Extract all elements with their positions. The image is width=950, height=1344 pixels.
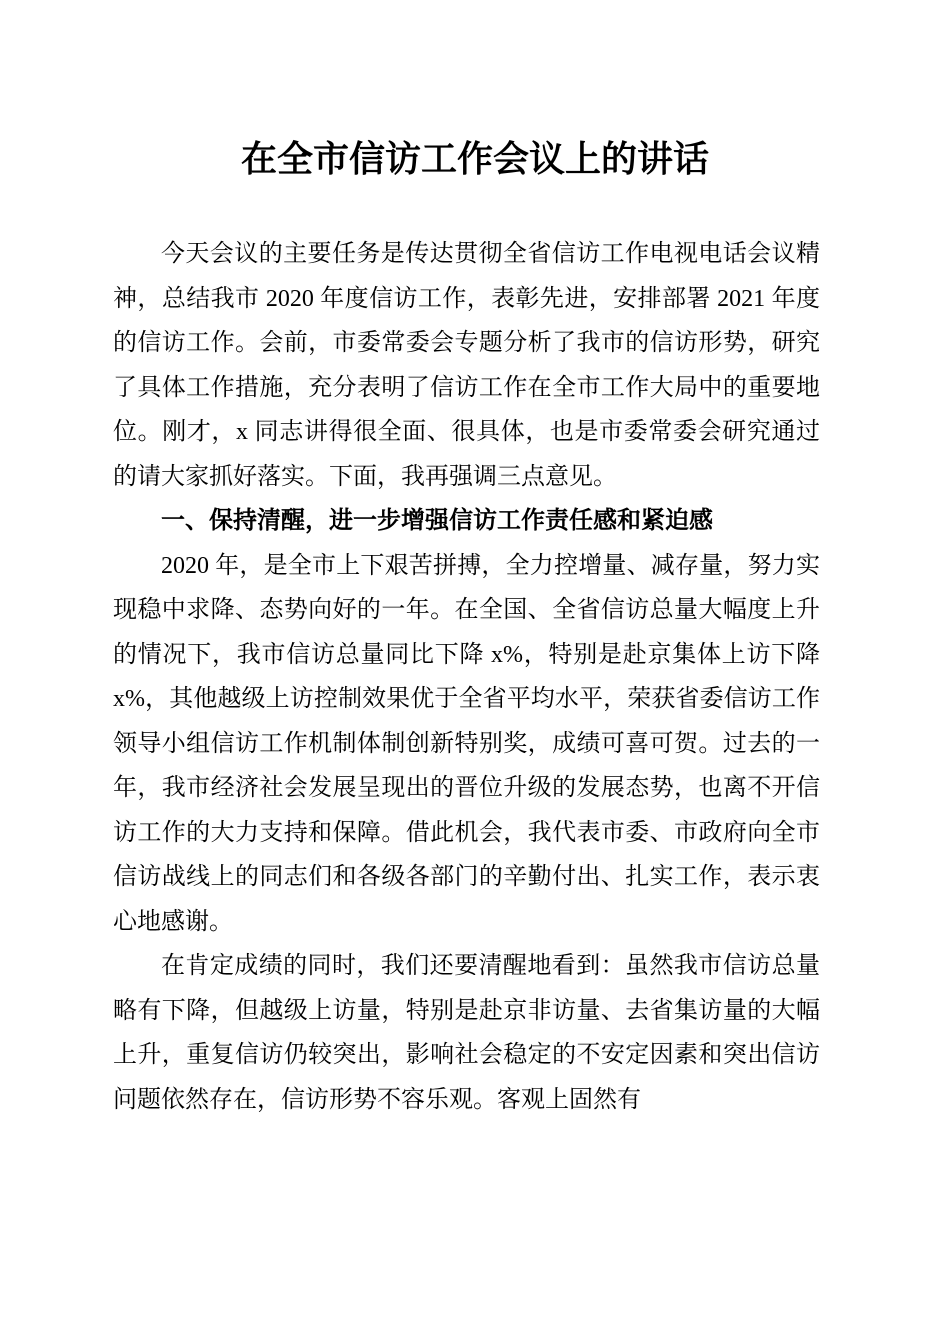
paragraph-2020-review: 2020 年，是全市上下艰苦拼搏，全力控增量、减存量，努力实现稳中求降、态势向好的一年。在全国、全省信访总量大幅度上升的情况下，我市信访总量同比下降 x%，特别是赴京集体上访下降 x%，其他越级上访控制效果优于全省平均水平，荣获省委信访工作领导小组信访工作机制体制创新特别奖，成绩可喜可贺。过去的一年，我市经济社会发展呈现出的晋位升级的发展态势，也离不开信访工作的大力支持和保障。借此机会，我代表市委、市政府向全市信访战线上的同志们和各级各部门的辛勤付出、扎实工作，表示衷心地感谢。 — [113, 552, 820, 935]
document-title: 在全市信访工作会议上的讲话 — [240, 139, 709, 179]
paragraph-problems: 在肯定成绩的同时，我们还要清醒地看到：虽然我市信访总量略有下降，但越级上访量，特别是赴京非访量、去省集访量的大幅上升，重复信访仍较突出，影响社会稳定的不安定因素和突出信访问题依然存在，信访形势不容乐观。客观上固然有 — [113, 953, 820, 1113]
section-heading-1: 一、保持清醒，进一步增强信访工作责任感和紧迫感 — [161, 507, 713, 534]
paragraph-intro: 今天会议的主要任务是传达贯彻全省信访工作电视电话会议精神，总结我市 2020 年度信访工作，表彰先进，安排部署 2021 年度的信访工作。会前，市委常委会专题分析了我市的信访形势，研究了具体工作措施，充分表明了信访工作在全市工作大局中的重要地位。刚才，x 同志讲得很全面、很具体，也是市委常委会研究通过的请大家抓好落实。下面，我再强调三点意见。 — [113, 241, 820, 490]
document-body — [0, 232, 950, 1122]
